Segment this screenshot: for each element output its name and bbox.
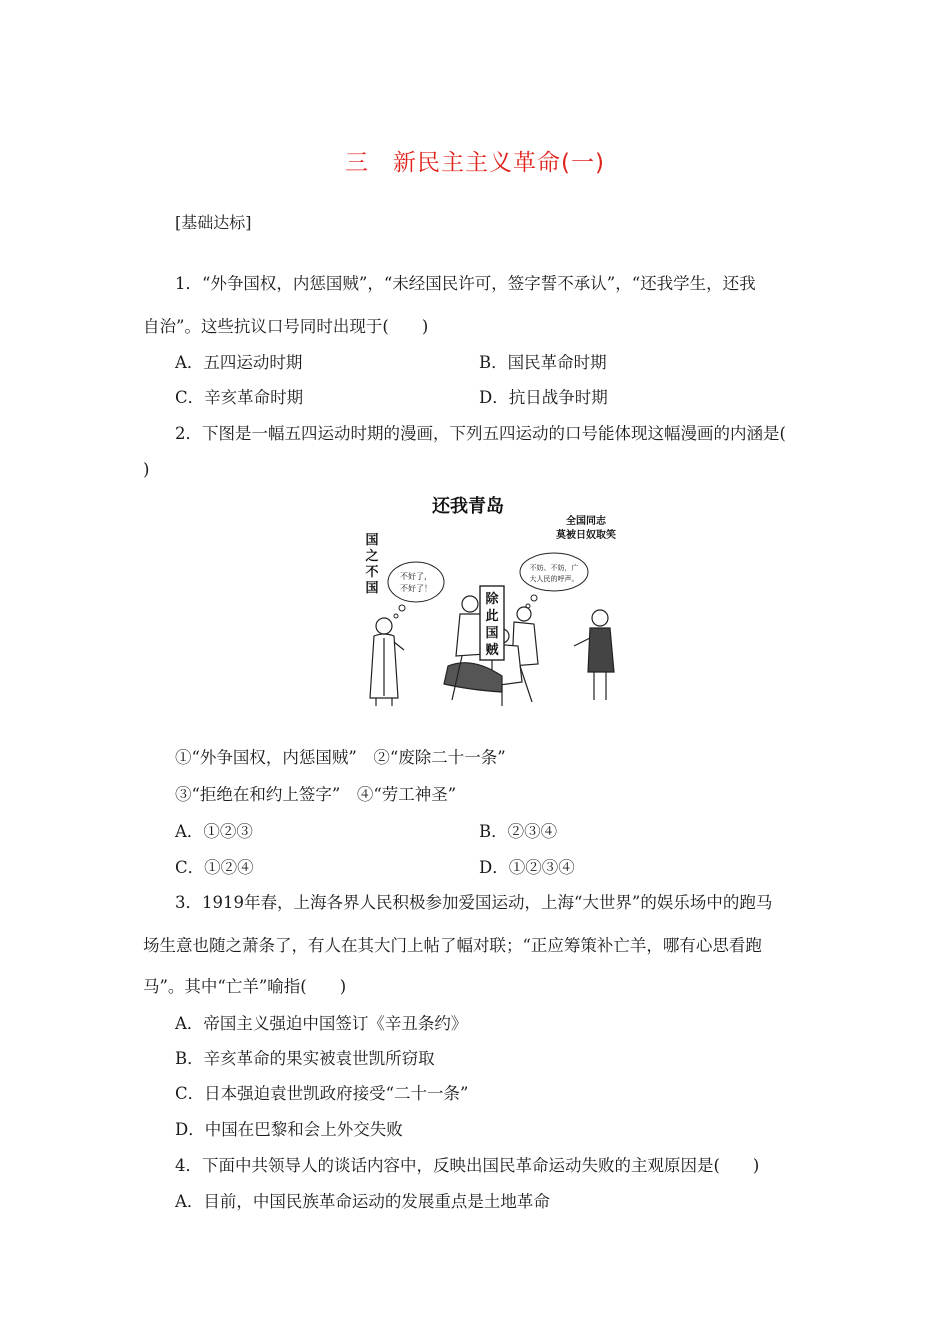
- q1-option-d: D．抗日战争时期: [479, 388, 608, 407]
- q1-option-a: A．五四运动时期: [175, 353, 303, 372]
- q2-stem-line2: ): [143, 460, 150, 479]
- q3-option-d: D．中国在巴黎和会上外交失败: [175, 1120, 403, 1139]
- q2-option-a: A．①②③: [175, 822, 253, 841]
- q1-stem-line1: 1．“外争国权，内惩国贼”，“未经国民许可，签字誓不承认”，“还我学生，还我: [175, 274, 756, 293]
- cartoon-illustration: [352, 486, 620, 714]
- q3-stem-line2: 场生意也随之萧条了，有人在其大门上帖了幅对联；“正应筹策补亡羊，哪有心思看跑: [143, 936, 762, 955]
- q4-stem-line1: 4．下面中共领导人的谈话内容中，反映出国民革命运动失败的主观原因是( ): [175, 1156, 760, 1175]
- banner-center-char-3: 国: [485, 626, 499, 641]
- left-bubble-line1: 不好了，: [400, 572, 432, 581]
- q3-stem-line1: 3．1919年春，上海各界人民积极参加爱国运动，上海“大世界”的娱乐场中的跑马: [175, 893, 773, 912]
- left-thought-bubble: [388, 562, 444, 602]
- q1-option-c: C．辛亥革命时期: [175, 388, 304, 407]
- page-title: 三 新民主主义革命(一): [345, 150, 605, 176]
- q3-option-a: A．帝国主义强迫中国签订《辛丑条约》: [175, 1014, 468, 1033]
- q2-items-line2: ③“拒绝在和约上签字” ④“劳工神圣”: [175, 785, 457, 804]
- q2-option-c: C．①②④: [175, 858, 254, 877]
- banner-left-char-1: 国: [365, 533, 379, 548]
- q2-option-d: D．①②③④: [479, 858, 575, 877]
- banner-center-char-1: 除: [485, 592, 499, 607]
- cartoon-title: 还我青岛: [432, 496, 504, 517]
- q2-option-b: B．②③④: [479, 822, 558, 841]
- banner-left-char-2: 之: [365, 549, 379, 564]
- right-suited-figure: [574, 610, 614, 700]
- q3-option-b: B．辛亥革命的果实被袁世凯所窃取: [175, 1049, 435, 1068]
- right-bubble-line1: 不妨、不妨，广: [529, 564, 579, 572]
- banner-center-char-2: 此: [485, 609, 499, 624]
- cartoon-slogan-line1: 全国同志: [566, 516, 606, 527]
- q4-option-a: A．目前，中国民族革命运动的发展重点是土地革命: [175, 1192, 550, 1211]
- section-heading: [基础达标]: [175, 213, 252, 232]
- right-bubble-line2: 大人民的呼声。: [529, 575, 579, 583]
- left-bubble-line2: 不好了！: [400, 584, 432, 593]
- q2-items-line1: ①“外争国权，内惩国贼” ②“废除二十一条”: [175, 748, 506, 767]
- banner-left-char-3: 不: [365, 565, 379, 580]
- q1-option-b: B．国民革命时期: [479, 353, 607, 372]
- q3-option-c: C．日本强迫袁世凯政府接受“二十一条”: [175, 1084, 469, 1103]
- cartoon-slogan-line2: 莫被日奴取笑: [556, 530, 616, 541]
- left-official-figure: [370, 618, 404, 706]
- q2-stem-line1: 2．下图是一幅五四运动时期的漫画，下列五四运动的口号能体现这幅漫画的内涵是(: [175, 424, 786, 443]
- q3-stem-line3: 马”。其中“亡羊”喻指( ): [143, 977, 347, 996]
- cartoon-svg: [352, 486, 620, 714]
- banner-left-char-4: 国: [365, 581, 379, 596]
- banner-center-char-4: 贼: [485, 643, 499, 658]
- right-thought-bubble: [520, 553, 588, 591]
- q1-stem-line2: 自治”。这些抗议口号同时出现于( ): [143, 317, 429, 336]
